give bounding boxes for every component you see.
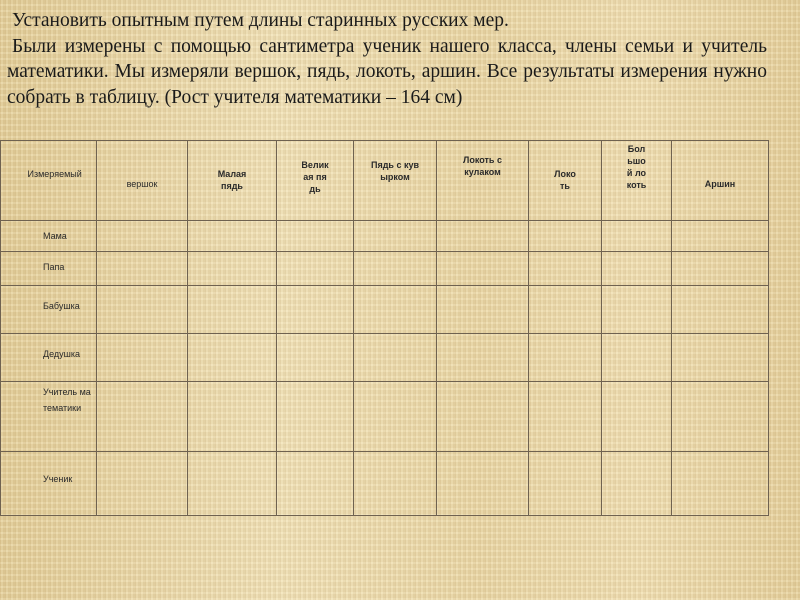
header-small-span-label: Малая пядь bbox=[217, 169, 247, 191]
header-measured-label: Измеряемый bbox=[27, 169, 82, 179]
table-cell[interactable] bbox=[188, 221, 277, 252]
table-cell[interactable] bbox=[354, 452, 437, 516]
table-cell[interactable] bbox=[277, 452, 354, 516]
table-cell[interactable] bbox=[602, 382, 672, 452]
table-cell[interactable] bbox=[672, 382, 769, 452]
table-cell[interactable] bbox=[277, 382, 354, 452]
table-cell[interactable] bbox=[97, 221, 188, 252]
row-label-student bbox=[1, 452, 97, 516]
header-span-with-tumble-label: Пядь с кувырком bbox=[371, 160, 420, 182]
table-cell[interactable] bbox=[354, 221, 437, 252]
table-cell[interactable] bbox=[277, 252, 354, 286]
table-row bbox=[1, 452, 769, 516]
table-cell[interactable] bbox=[97, 334, 188, 382]
table-cell[interactable] bbox=[97, 286, 188, 334]
table-cell[interactable] bbox=[437, 452, 529, 516]
table-cell[interactable] bbox=[529, 221, 602, 252]
measurements-table bbox=[0, 140, 769, 516]
table-row bbox=[1, 252, 769, 286]
header-measured bbox=[1, 141, 97, 221]
task-text bbox=[7, 8, 767, 110]
table-cell[interactable] bbox=[437, 286, 529, 334]
table-row bbox=[1, 334, 769, 382]
header-span-with-tumble bbox=[354, 141, 437, 221]
table-cell[interactable] bbox=[354, 334, 437, 382]
table-cell[interactable] bbox=[672, 334, 769, 382]
table-cell[interactable] bbox=[188, 382, 277, 452]
header-elbow-with-fist-label: Локоть с кулаком bbox=[463, 155, 502, 177]
header-big-elbow-label: Большой локоть bbox=[626, 144, 647, 190]
table-cell[interactable] bbox=[529, 286, 602, 334]
table-cell[interactable] bbox=[602, 334, 672, 382]
table-row bbox=[1, 221, 769, 252]
table-cell[interactable] bbox=[672, 221, 769, 252]
table-cell[interactable] bbox=[672, 452, 769, 516]
row-label-grandpa bbox=[1, 334, 97, 382]
table-cell[interactable] bbox=[529, 452, 602, 516]
table-cell[interactable] bbox=[602, 452, 672, 516]
table-cell[interactable] bbox=[529, 334, 602, 382]
table-cell[interactable] bbox=[188, 334, 277, 382]
table-cell[interactable] bbox=[602, 252, 672, 286]
header-big-elbow bbox=[602, 141, 672, 221]
table-cell[interactable] bbox=[437, 382, 529, 452]
header-elbow-label: Локоть bbox=[554, 169, 576, 191]
table-cell[interactable] bbox=[529, 382, 602, 452]
table-cell[interactable] bbox=[437, 252, 529, 286]
table-cell[interactable] bbox=[602, 286, 672, 334]
row-label-text: Папа bbox=[43, 262, 65, 272]
table-cell[interactable] bbox=[354, 252, 437, 286]
header-arshin-label: Аршин bbox=[704, 179, 736, 189]
row-label-dad bbox=[1, 252, 97, 286]
row-label-text: Мама bbox=[43, 231, 67, 241]
table-row bbox=[1, 382, 769, 452]
table-cell[interactable] bbox=[354, 286, 437, 334]
header-great-span bbox=[277, 141, 354, 221]
table-row bbox=[1, 286, 769, 334]
table-cell[interactable] bbox=[437, 334, 529, 382]
header-elbow bbox=[529, 141, 602, 221]
table-cell[interactable] bbox=[437, 221, 529, 252]
table-cell[interactable] bbox=[188, 252, 277, 286]
table-cell[interactable] bbox=[188, 452, 277, 516]
row-label-math-teacher bbox=[1, 382, 97, 452]
table-cell[interactable] bbox=[188, 286, 277, 334]
header-vershok-label: вершок bbox=[126, 179, 158, 189]
row-label-mom bbox=[1, 221, 97, 252]
header-elbow-with-fist bbox=[437, 141, 529, 221]
table-cell[interactable] bbox=[97, 452, 188, 516]
table-cell[interactable] bbox=[529, 252, 602, 286]
table-cell[interactable] bbox=[97, 382, 188, 452]
header-great-span-label: Великая пядь bbox=[301, 160, 329, 194]
table-cell[interactable] bbox=[277, 286, 354, 334]
table-cell[interactable] bbox=[354, 382, 437, 452]
row-label-text: Бабушка bbox=[43, 301, 80, 311]
table-header-row bbox=[1, 141, 769, 221]
row-label-text: Учитель математики bbox=[43, 387, 91, 413]
table-cell[interactable] bbox=[97, 252, 188, 286]
table-cell[interactable] bbox=[672, 252, 769, 286]
row-label-text: Ученик bbox=[43, 474, 73, 484]
row-label-grandma bbox=[1, 286, 97, 334]
table-cell[interactable] bbox=[672, 286, 769, 334]
header-arshin bbox=[672, 141, 769, 221]
header-vershok bbox=[97, 141, 188, 221]
header-small-span bbox=[188, 141, 277, 221]
row-label-text: Дедушка bbox=[43, 349, 81, 359]
task-description: Были измерены с помощью сантиметра ученик нашего класса, члены семьи и учитель математики. Мы измеряли вершок, пядь, локоть, аршин. Все результаты измерения нужно собрать в таблицу. (Рост учителя математики – 164 см) bbox=[7, 35, 767, 108]
table-cell[interactable] bbox=[277, 221, 354, 252]
task-title: Установить опытным путем длины старинных русских мер. bbox=[12, 10, 509, 31]
table-cell[interactable] bbox=[277, 334, 354, 382]
table-cell[interactable] bbox=[602, 221, 672, 252]
